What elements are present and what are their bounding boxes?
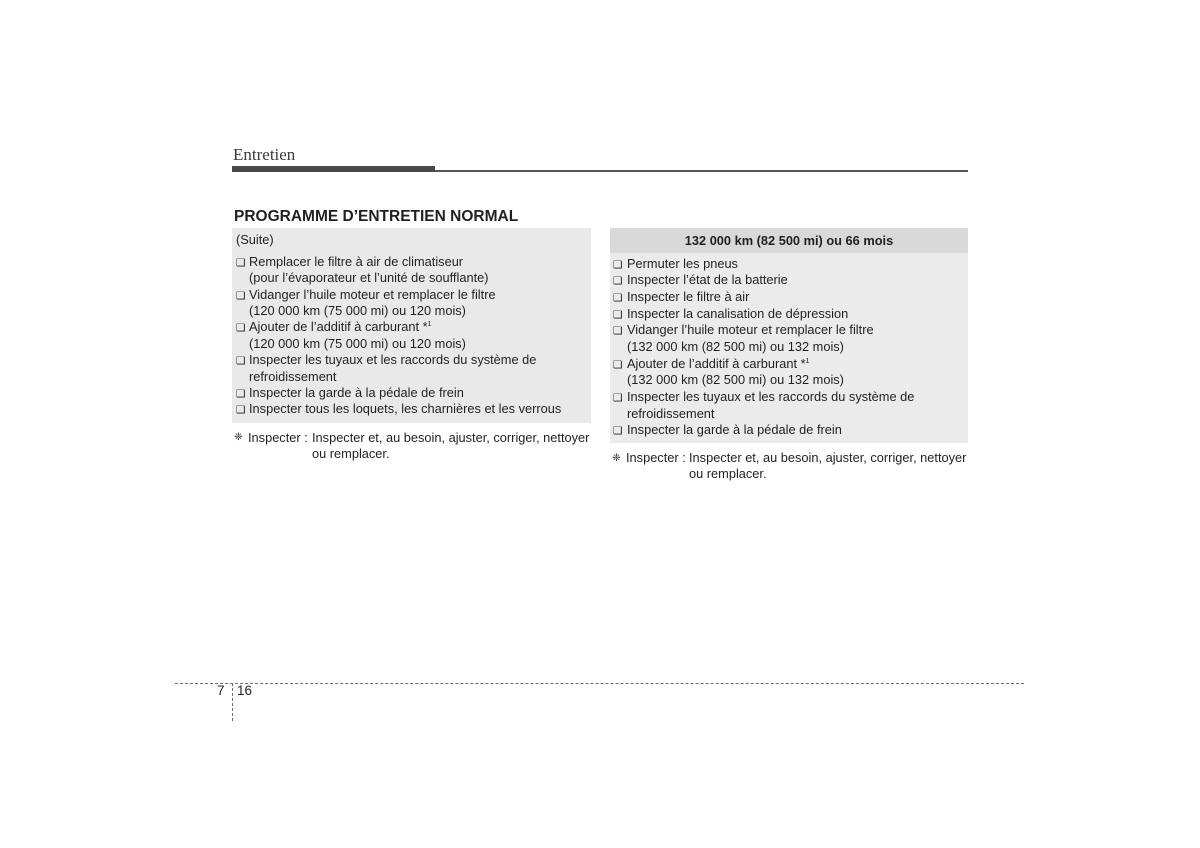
footer-dashed-rule [175, 683, 1024, 684]
inspection-note [234, 430, 589, 461]
item-detail [613, 339, 968, 356]
maintenance-item [236, 319, 591, 335]
checkbox-icon: ❑ [613, 308, 623, 321]
header-rule-thin [435, 170, 968, 172]
maintenance-item [236, 385, 591, 401]
checkbox-icon: ❑ [613, 358, 623, 371]
item-detail-text: refroidissement [249, 368, 337, 384]
chapter-title: Entretien [233, 145, 296, 164]
note-symbol-icon: ❈ [234, 431, 243, 443]
item-detail-text: refroidissement [627, 405, 715, 421]
maintenance-item [613, 422, 968, 439]
left-maintenance-panel [232, 228, 591, 423]
note-text-continuation: ou remplacer. [689, 466, 767, 481]
item-text: Inspecter les tuyaux et les raccords du système de [627, 389, 915, 405]
item-text: Inspecter la canalisation de dépression [627, 305, 849, 321]
maintenance-item [613, 289, 968, 306]
item-text-continuation [613, 406, 968, 423]
item-text: Ajouter de l’additif à carburant * [627, 355, 806, 371]
item-text: Inspecter le filtre à air [627, 288, 750, 304]
maintenance-item [613, 322, 968, 339]
interval-heading: 132 000 km (82 500 mi) ou 66 mois [610, 228, 968, 253]
note-text: Inspecter et, au besoin, ajuster, corriger, nettoyer [312, 430, 590, 445]
maintenance-item [613, 272, 968, 289]
item-text: Inspecter l’état de la batterie [627, 272, 788, 288]
item-text: Inspecter la garde à la pédale de frein [627, 422, 842, 438]
checkbox-icon: ❑ [613, 258, 623, 271]
checkbox-icon: ❑ [236, 355, 246, 368]
item-detail [236, 270, 591, 286]
continued-label: (Suite) [236, 232, 274, 247]
item-text: Inspecter la garde à la pédale de frein [249, 384, 464, 400]
checkbox-icon: ❑ [236, 404, 246, 417]
note-label: Inspecter : [626, 450, 686, 465]
inspection-note [612, 450, 966, 482]
note-text: Inspecter et, au besoin, ajuster, corriger, nettoyer [689, 450, 967, 465]
maintenance-item [613, 389, 968, 406]
checkbox-icon: ❑ [613, 275, 623, 288]
chapter-number: 7 [217, 683, 225, 698]
item-text: Inspecter tous les loquets, les charnières et les verrous [249, 401, 562, 417]
note-text-continuation: ou remplacer. [312, 445, 390, 461]
item-text: Vidanger l’huile moteur et remplacer le filtre [627, 322, 874, 338]
header-rule-thick [232, 166, 435, 172]
checkbox-icon: ❑ [236, 256, 246, 269]
checkbox-icon: ❑ [236, 387, 246, 400]
page-number: 16 [237, 683, 253, 698]
item-detail [236, 303, 591, 319]
checkbox-icon: ❑ [613, 325, 623, 338]
item-detail-text: (132 000 km (82 500 mi) ou 132 mois) [627, 339, 844, 355]
left-item-list [236, 254, 591, 418]
maintenance-item [613, 306, 968, 323]
checkbox-icon: ❑ [613, 291, 623, 304]
item-text-continuation [236, 369, 591, 385]
right-maintenance-panel [610, 253, 968, 443]
footnote-ref: 1 [427, 321, 432, 329]
item-text: Remplacer le filtre à air de climatiseur [249, 253, 464, 269]
footer-dashed-divider [232, 683, 233, 721]
note-symbol-icon: ❈ [612, 452, 621, 464]
checkbox-icon: ❑ [613, 425, 623, 438]
item-text: Permuter les pneus [627, 255, 738, 271]
item-detail [236, 336, 591, 352]
item-text: Vidanger l’huile moteur et remplacer le filtre [249, 286, 496, 302]
item-text: Inspecter les tuyaux et les raccords du système de [249, 352, 537, 368]
maintenance-item [613, 256, 968, 273]
note-label: Inspecter : [248, 430, 308, 445]
maintenance-item [236, 401, 591, 417]
checkbox-icon: ❑ [236, 289, 246, 302]
section-title: PROGRAMME D’ENTRETIEN NORMAL [234, 208, 519, 225]
item-text: Ajouter de l’additif à carburant * [249, 319, 428, 335]
maintenance-item [236, 352, 591, 368]
maintenance-item [236, 254, 591, 270]
maintenance-item [236, 287, 591, 303]
item-detail-text: (132 000 km (82 500 mi) ou 132 mois) [627, 372, 844, 388]
checkbox-icon: ❑ [236, 322, 246, 335]
footnote-ref: 1 [805, 357, 810, 365]
item-detail-text: (pour l’évaporateur et l’unité de soufflante) [249, 270, 489, 286]
item-detail-text: (120 000 km (75 000 mi) ou 120 mois) [249, 335, 466, 351]
maintenance-item [613, 356, 968, 373]
checkbox-icon: ❑ [613, 392, 623, 405]
item-detail-text: (120 000 km (75 000 mi) ou 120 mois) [249, 302, 466, 318]
item-detail [613, 372, 968, 389]
